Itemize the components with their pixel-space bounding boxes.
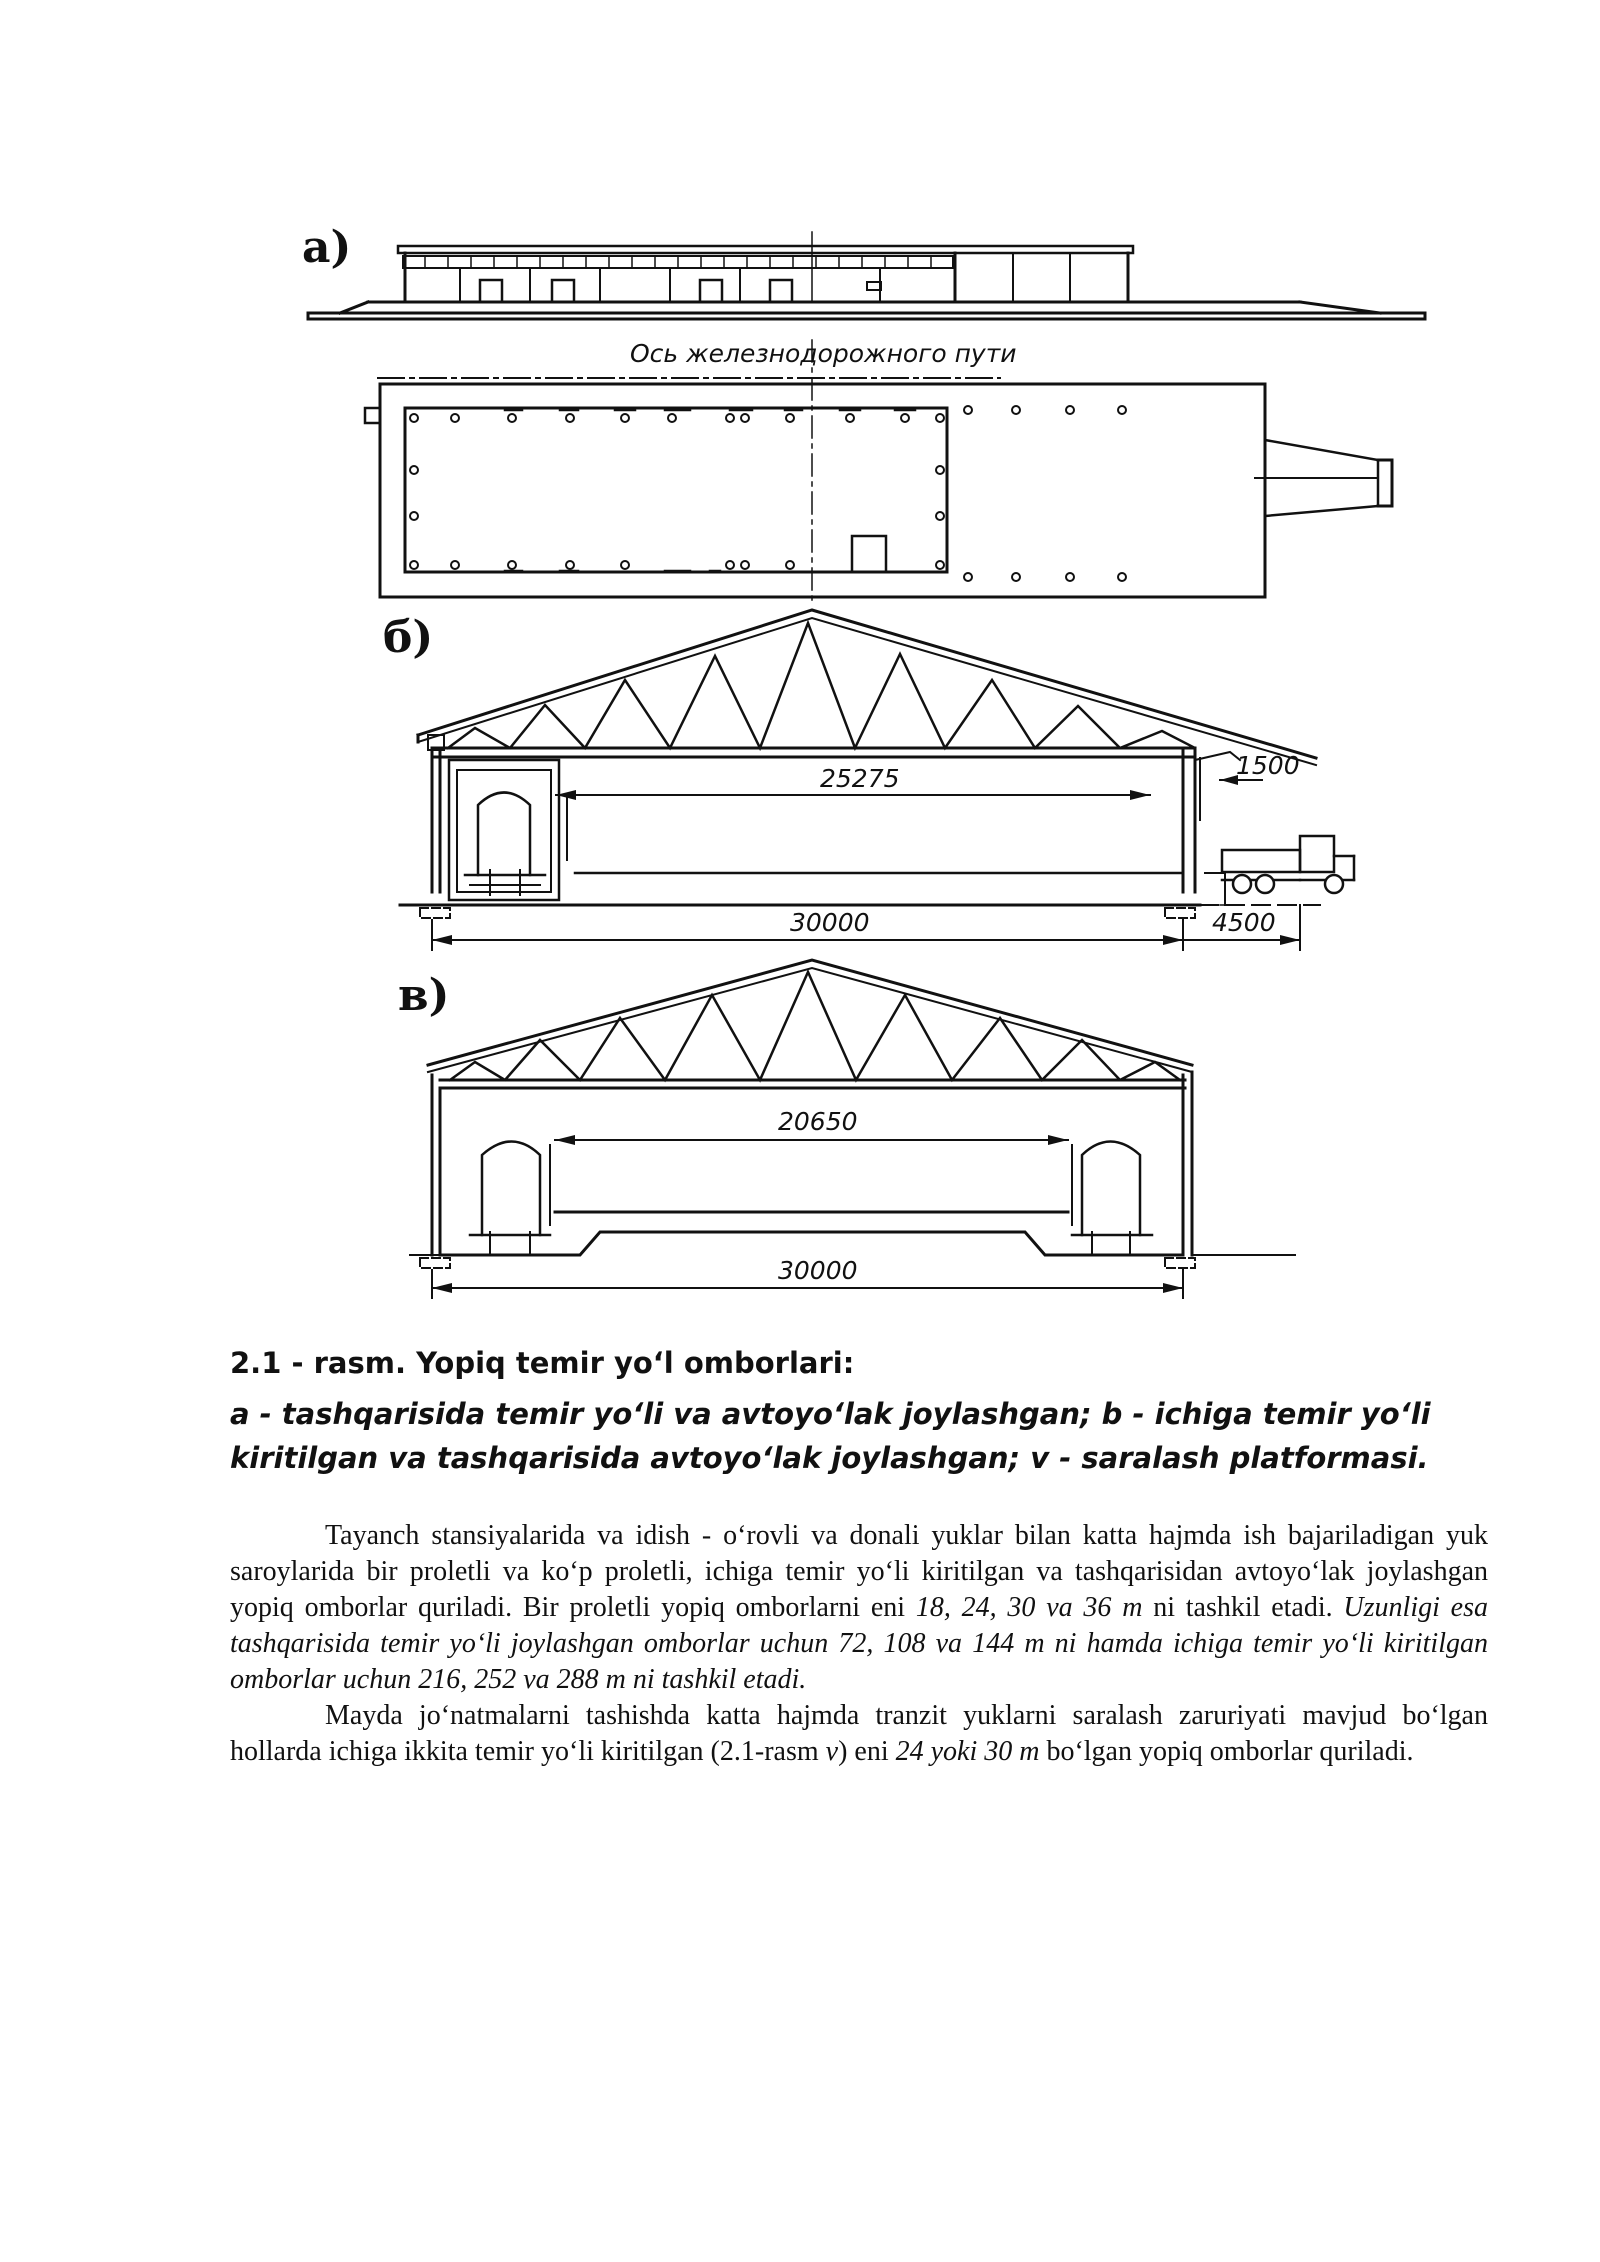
panel-a-label: а) bbox=[302, 222, 352, 273]
figure-caption-title: 2.1 - rasm. Yopiq temir yo‘l omborlari: bbox=[230, 1346, 855, 1380]
paragraph-1 bbox=[230, 1518, 1488, 1698]
dim-b-road: 4500 bbox=[1212, 908, 1276, 937]
p1-text-c: ni tashkil etadi. bbox=[1142, 1592, 1344, 1623]
p1-text-a: Tayanch stansiyalarida va idish - o‘rovli va donali yuklar bilan katta hajmda ish bajariladigan yuk saroylarida bir proletli va ko‘p proletli, ichiga temir yo‘li kiritilgan va tashqarisidan avtoyo‘lak joylashgan yopiq omborlar quriladi. Bir proletli yopiq omborlarni eni bbox=[230, 1520, 1488, 1623]
p2-text-e: bo‘lgan yopiq omborlar quriladi. bbox=[1039, 1736, 1414, 1767]
rail-axis-label: Ось железнодорожного пути bbox=[630, 339, 1017, 368]
dim-b-span: 30000 bbox=[790, 908, 870, 937]
p2-text-c: ) eni bbox=[838, 1736, 896, 1767]
truck-icon bbox=[1222, 836, 1354, 893]
paragraph-2 bbox=[230, 1698, 1488, 1770]
panel-v-label: в) bbox=[398, 970, 450, 1021]
panel-b-label: б) bbox=[383, 612, 434, 663]
p1-lengths: Uzunligi esa tashqarisida temir yo‘li joylashgan omborlar uchun 72, 108 va 144 m ni hamda ichiga temir yo‘li kiritilgan omborlar uchun 216, 252 va 288 m ni tashkil etadi. bbox=[230, 1592, 1488, 1695]
panel-a-elevation bbox=[302, 222, 1425, 319]
dim-b-inner-span: 25275 bbox=[820, 764, 900, 793]
panel-v-section bbox=[398, 960, 1295, 1298]
p1-widths: 18, 24, 30 va 36 m bbox=[915, 1592, 1143, 1623]
dim-v-span: 30000 bbox=[778, 1256, 858, 1285]
dim-v-inner-span: 20650 bbox=[778, 1107, 858, 1136]
p2-widths: 24 yoki 30 m bbox=[895, 1736, 1040, 1767]
p2-figure-ref: v bbox=[825, 1736, 839, 1767]
dim-b-canopy: 1500 bbox=[1236, 751, 1300, 780]
p2-text-a: Mayda jo‘natmalarni tashishda katta hajmda tranzit yuklarni saralash zaruriyati mavjud bo‘lgan hollarda ichiga ikkita temir yo‘li kiritilgan (2.1-rasm bbox=[230, 1700, 1488, 1767]
figure-caption-subtitle: a - tashqarisida temir yo‘li va avtoyo‘lak joylashgan; b - ichiga temir yo‘li kiritilgan va tashqarisida avtoyo‘lak joylashgan; v - saralash platformasi. bbox=[230, 1397, 1431, 1475]
body-text bbox=[230, 1518, 1488, 1770]
panel-b-section bbox=[383, 610, 1354, 950]
